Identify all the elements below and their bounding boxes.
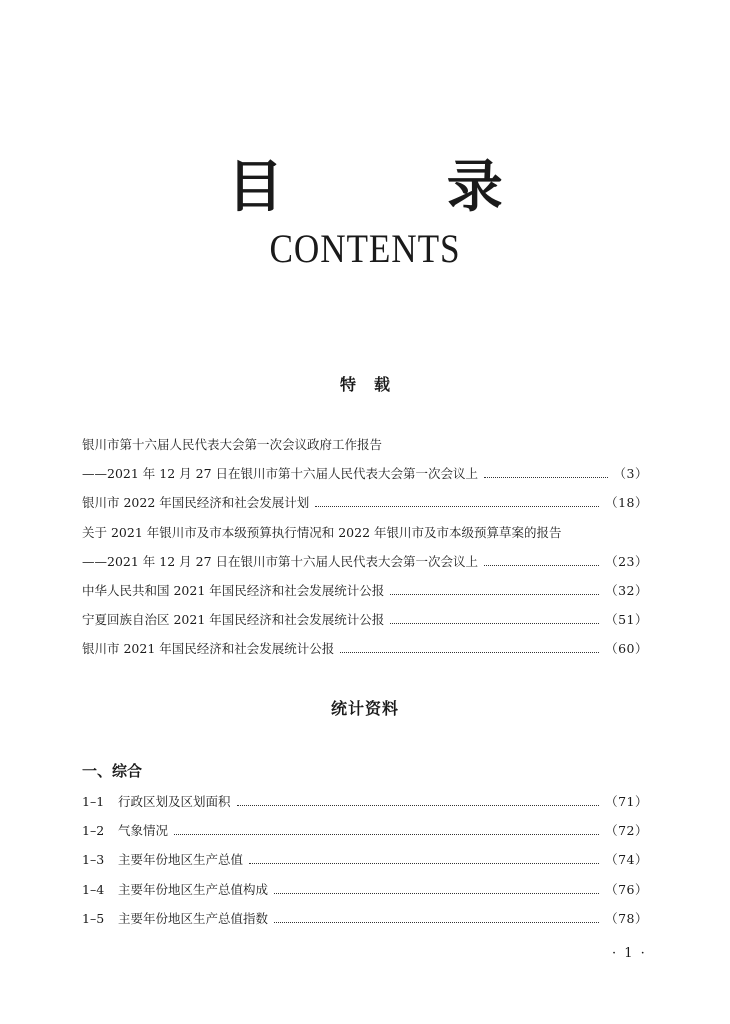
dot-leader	[249, 863, 599, 864]
toc-entry-number: 1–4	[82, 881, 105, 897]
title-chinese: 目 录	[227, 155, 575, 220]
toc-entry[interactable]	[82, 605, 648, 634]
dot-leader	[484, 565, 599, 566]
toc-entry-title: 气象情况	[118, 823, 169, 839]
toc-entry-page: （60）	[605, 641, 648, 657]
toc-entry-title: ——2021 年 12 月 27 日在银川市第十六届人民代表大会第一次会议上	[82, 466, 478, 482]
toc-entry-number: 1–5	[82, 910, 105, 926]
toc-entry-page: （32）	[605, 582, 648, 598]
toc-entry-title: 中华人民共和国 2021 年国民经济和社会发展统计公报	[82, 582, 385, 598]
toc-entry[interactable]	[82, 816, 648, 845]
toc-entry-page: （51）	[605, 612, 648, 628]
toc-entry-page: （74）	[605, 852, 648, 868]
toc-entry[interactable]	[82, 430, 648, 459]
toc-entry-page: （18）	[605, 495, 648, 511]
toc-entry[interactable]	[82, 845, 648, 874]
dot-leader	[390, 623, 599, 624]
toc-entry-title: ——2021 年 12 月 27 日在银川市第十六届人民代表大会第一次会议上	[82, 553, 478, 569]
toc-entry[interactable]	[82, 634, 648, 663]
page-number: · 1 ·	[612, 946, 647, 961]
toc-entry-page: （3）	[613, 466, 648, 482]
toc-entry-page: （71）	[605, 794, 648, 809]
toc-entry[interactable]	[82, 904, 648, 933]
toc-entry-page: （23）	[605, 553, 648, 569]
dot-leader	[315, 506, 599, 507]
toc-entry-title: 银川市 2022 年国民经济和社会发展计划	[82, 495, 310, 511]
dot-leader	[484, 477, 608, 478]
dot-leader	[274, 922, 599, 923]
toc-entry-title: 主要年份地区生产总值指数	[118, 910, 269, 926]
toc-entry-title: 银川市 2021 年国民经济和社会发展统计公报	[82, 641, 335, 657]
toc-entry[interactable]	[82, 787, 648, 816]
toc-special-list	[82, 430, 648, 664]
toc-entry[interactable]	[82, 875, 648, 904]
subsection-heading-general: 一、综合	[82, 762, 143, 780]
toc-statistics-list	[82, 787, 648, 933]
toc-entry-title: 关于 2021 年银川市及市本级预算执行情况和 2022 年银川市及市本级预算草案的报告	[82, 524, 562, 540]
toc-entry[interactable]	[82, 459, 648, 488]
toc-entry-title: 主要年份地区生产总值构成	[118, 881, 269, 897]
dot-leader	[390, 594, 599, 595]
title-english: CONTENTS	[269, 226, 461, 271]
dot-leader	[174, 834, 599, 835]
toc-entry-title: 主要年份地区生产总值	[118, 852, 244, 868]
toc-entry-page: （72）	[605, 823, 648, 839]
section-heading-special: 特载	[339, 375, 408, 394]
dot-leader	[274, 893, 599, 894]
toc-entry-title: 宁夏回族自治区 2021 年国民经济和社会发展统计公报	[82, 612, 385, 628]
toc-entry-title: 银川市第十六届人民代表大会第一次会议政府工作报告	[82, 437, 383, 452]
toc-entry[interactable]	[82, 488, 648, 517]
toc-entry-number: 1–1	[82, 794, 105, 809]
toc-entry[interactable]	[82, 576, 648, 605]
toc-entry[interactable]	[82, 547, 648, 576]
dot-leader	[237, 805, 600, 806]
section-heading-statistics: 统计资料	[330, 699, 399, 718]
toc-entry-page: （76）	[605, 881, 648, 897]
toc-entry-title: 行政区划及区划面积	[118, 794, 231, 809]
toc-entry-number: 1–3	[82, 852, 105, 868]
toc-entry-number: 1–2	[82, 823, 105, 839]
toc-entry-page: （78）	[605, 910, 648, 926]
dot-leader	[340, 652, 599, 653]
toc-entry[interactable]	[82, 518, 648, 547]
